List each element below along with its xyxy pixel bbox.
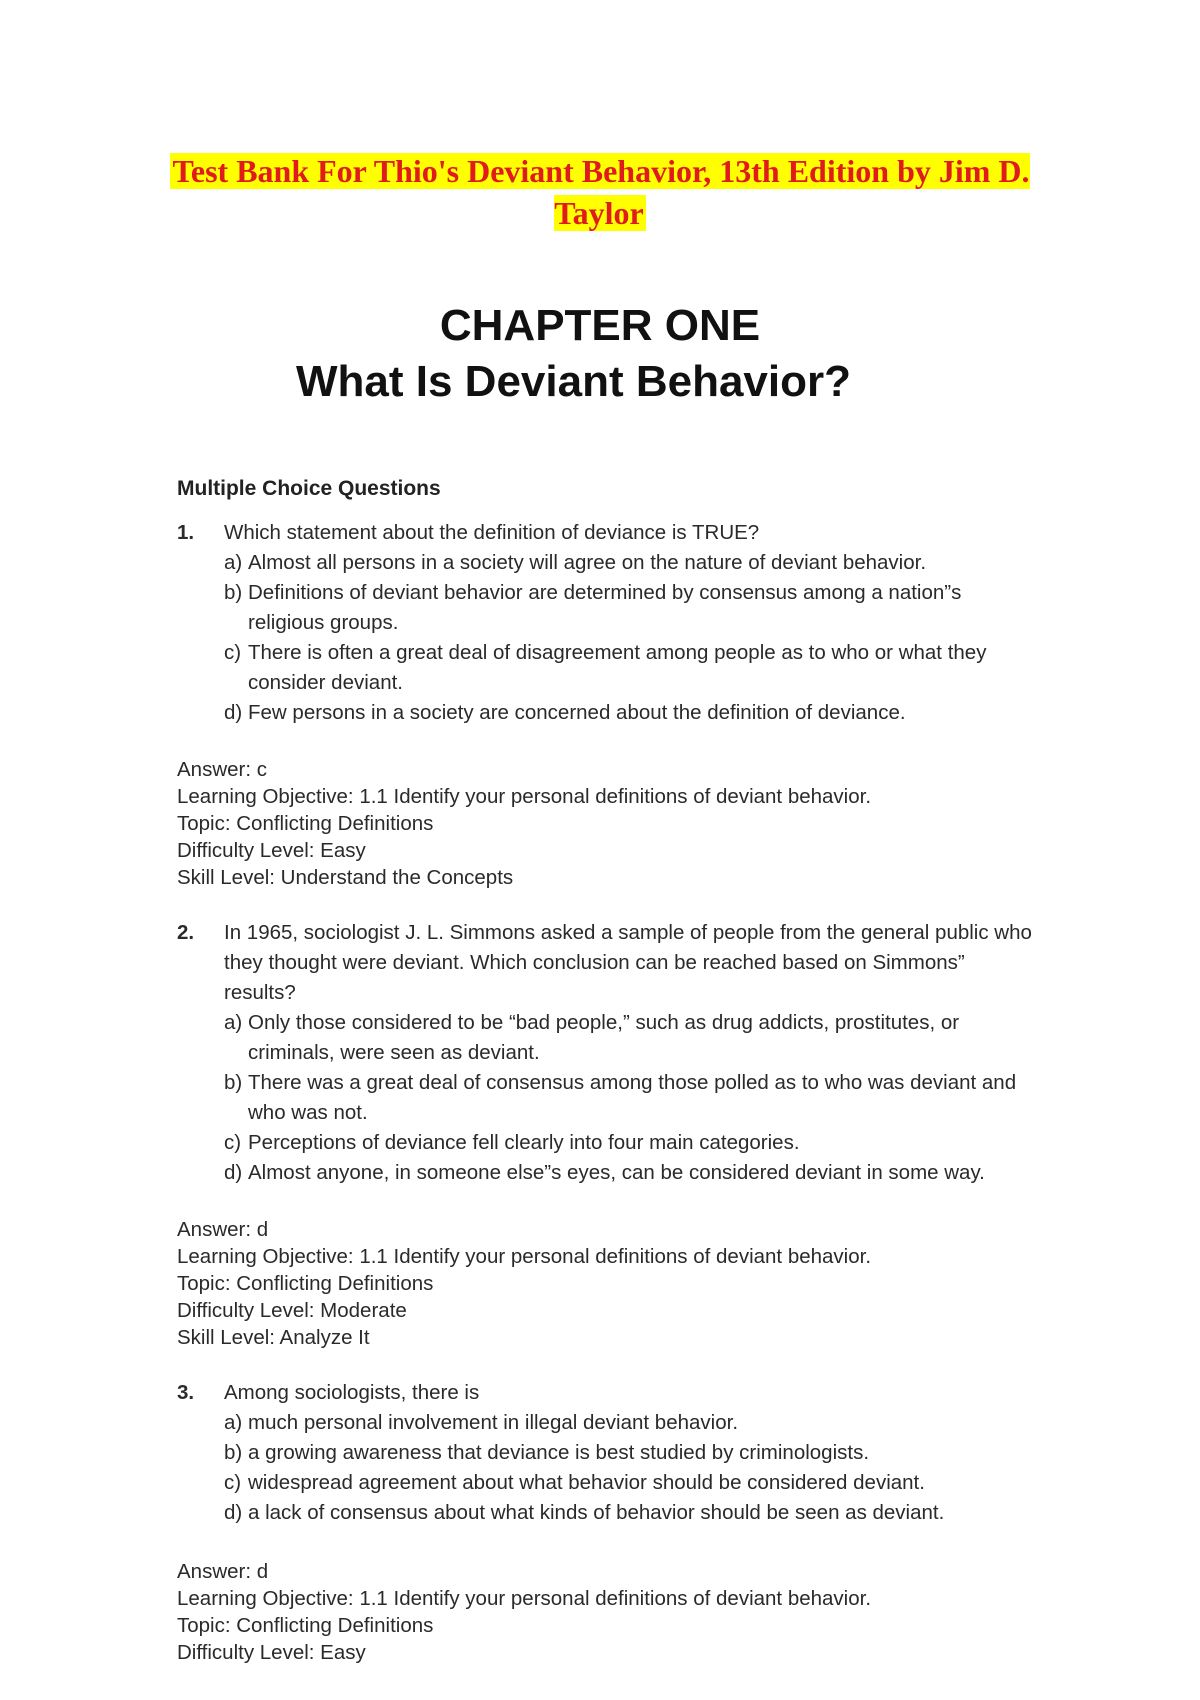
question-stem: Among sociologists, there is [224, 1381, 480, 1404]
option-b [224, 1068, 1037, 1128]
learning-objective: Learning Objective: 1.1 Identify your personal definitions of deviant behavior. [177, 785, 872, 808]
skill-line: Skill Level: Analyze It [177, 1326, 370, 1349]
option-a [224, 548, 1037, 578]
option-letter: c) [224, 1131, 242, 1154]
option-letter: b) [224, 1071, 243, 1094]
answer-line: Answer: d [177, 1218, 269, 1241]
difficulty-line: Difficulty Level: Moderate [177, 1299, 407, 1322]
option-d [224, 1498, 1037, 1528]
option-letter: a) [224, 551, 243, 574]
topic-line: Topic: Conflicting Definitions [177, 1272, 434, 1295]
option-text: Almost anyone, in someone else”s eyes, can be considered deviant in some way. [248, 1161, 985, 1184]
question-1-meta [177, 756, 1037, 891]
option-c [224, 638, 1037, 698]
question-number: 3. [177, 1381, 195, 1404]
option-letter: c) [224, 1471, 242, 1494]
difficulty-line: Difficulty Level: Easy [177, 839, 366, 862]
question-stem: Which statement about the definition of deviance is TRUE? [224, 521, 760, 544]
difficulty-line: Difficulty Level: Easy [177, 1641, 366, 1664]
option-text: Almost all persons in a society will agree on the nature of deviant behavior. [248, 551, 927, 574]
option-d [224, 1158, 1037, 1188]
topic-line: Topic: Conflicting Definitions [177, 1614, 434, 1637]
option-letter: b) [224, 581, 243, 604]
option-text: Few persons in a society are concerned about the definition of deviance. [248, 701, 906, 724]
question-3-meta [177, 1558, 1037, 1666]
option-d [224, 698, 1037, 728]
skill-line: Skill Level: Understand the Concepts [177, 866, 514, 889]
answer-options [224, 1008, 1037, 1188]
topic-line: Topic: Conflicting Definitions [177, 812, 434, 835]
question-number: 1. [177, 521, 195, 544]
question-number: 2. [177, 921, 195, 944]
option-text: There was a great deal of consensus among those polled as to who was deviant and who was not. [248, 1071, 1017, 1124]
option-letter: d) [224, 1501, 243, 1524]
answer-line: Answer: c [177, 758, 267, 781]
option-text: a growing awareness that deviance is best studied by criminologists. [248, 1441, 870, 1464]
answer-options [224, 1408, 1037, 1528]
question-2-meta [177, 1216, 1037, 1351]
option-a [224, 1408, 1037, 1438]
chapter-number: CHAPTER ONE [439, 301, 761, 350]
option-text: a lack of consensus about what kinds of behavior should be seen as deviant. [248, 1501, 945, 1524]
question-3 [177, 1378, 1037, 1528]
question-stem: In 1965, sociologist J. L. Simmons asked a sample of people from the general public who they thought were deviant. Which conclusion can be reached based on Simmons” results? [224, 921, 1032, 1004]
question-2 [177, 918, 1037, 1188]
option-text: Definitions of deviant behavior are determined by consensus among a nation”s religious groups. [248, 581, 962, 634]
option-letter: b) [224, 1441, 243, 1464]
answer-options [224, 548, 1037, 728]
learning-objective: Learning Objective: 1.1 Identify your personal definitions of deviant behavior. [177, 1245, 872, 1268]
option-c [224, 1128, 1037, 1158]
document-title-highlight: Test Bank For Thio's Deviant Behavior, 13th Edition by Jim D. Taylor [172, 153, 1030, 231]
option-letter: c) [224, 641, 242, 664]
question-1 [177, 518, 1037, 728]
section-heading: Multiple Choice Questions [177, 477, 441, 500]
learning-objective: Learning Objective: 1.1 Identify your personal definitions of deviant behavior. [177, 1587, 872, 1610]
chapter-title: What Is Deviant Behavior? [296, 357, 852, 406]
option-letter: d) [224, 1161, 243, 1184]
option-letter: a) [224, 1011, 243, 1034]
document-title [160, 150, 1040, 234]
option-text: widespread agreement about what behavior should be considered deviant. [248, 1471, 925, 1494]
option-b [224, 1438, 1037, 1468]
option-letter: a) [224, 1411, 243, 1434]
option-a [224, 1008, 1037, 1068]
answer-line: Answer: d [177, 1560, 269, 1583]
option-letter: d) [224, 701, 243, 724]
option-text: much personal involvement in illegal deviant behavior. [248, 1411, 739, 1434]
option-text: Only those considered to be “bad people,” such as drug addicts, prostitutes, or criminals, were seen as deviant. [248, 1011, 960, 1064]
option-c [224, 1468, 1037, 1498]
option-text: Perceptions of deviance fell clearly into four main categories. [248, 1131, 800, 1154]
option-text: There is often a great deal of disagreement among people as to who or what they consider deviant. [248, 641, 987, 694]
option-b [224, 578, 1037, 638]
